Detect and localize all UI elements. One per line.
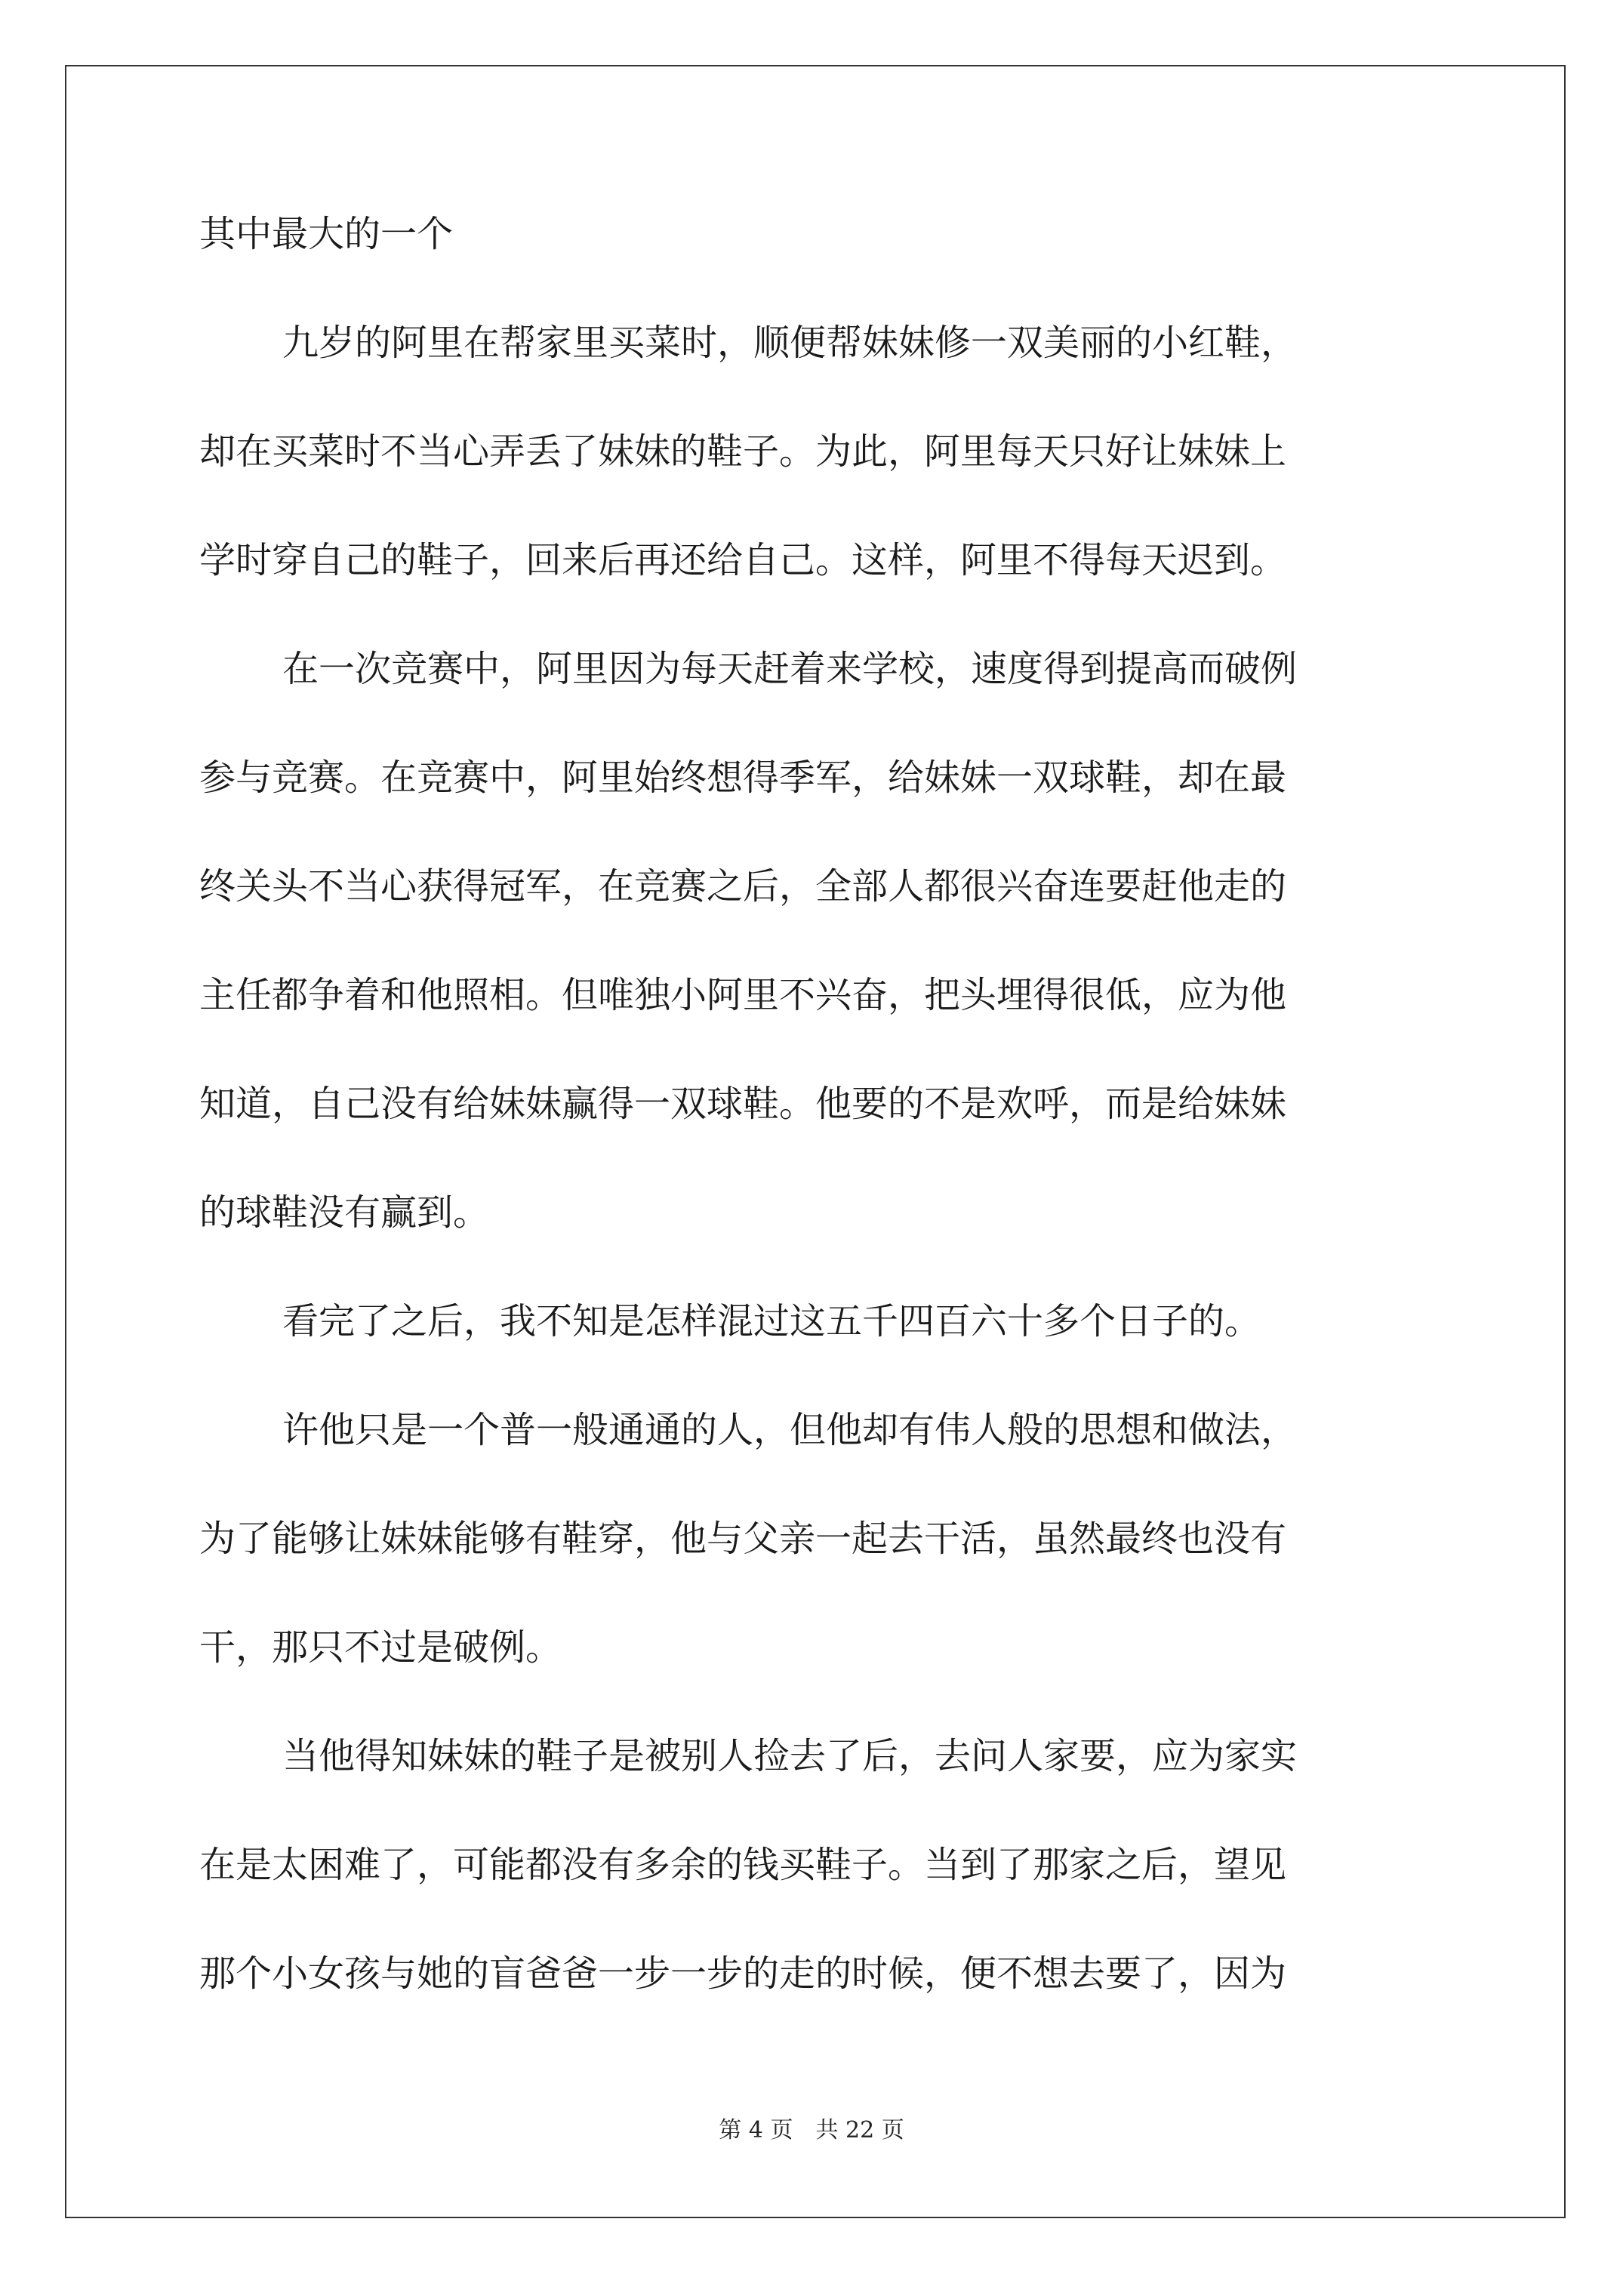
text-line: 看完了之后，我不知是怎样混过这五千四百六十多个日子的。: [282, 1300, 1261, 1342]
text-line: 为了能够让妹妹能够有鞋穿，他与父亲一起去干活，虽然最终也没有: [199, 1518, 1287, 1560]
text-line: 主任都争着和他照相。但唯独小阿里不兴奋，把头埋得很低，应为他: [199, 974, 1287, 1016]
text-line: 在一次竞赛中，阿里因为每天赶着来学校，速度得到提高而破例: [282, 648, 1298, 690]
text-line: 参与竞赛。在竞赛中，阿里始终想得季军，给妹妹一双球鞋，却在最: [199, 757, 1287, 799]
text-line: 学时穿自己的鞋子，回来后再还给自己。这样，阿里不得每天迟到。: [199, 539, 1287, 581]
text-line: 许他只是一个普一般通通的人，但他却有伟人般的思想和做法，: [282, 1409, 1298, 1451]
text-line: 干，那只不过是破例。: [199, 1626, 562, 1669]
text-line: 九岁的阿里在帮家里买菜时，顺便帮妹妹修一双美丽的小红鞋，: [282, 322, 1298, 364]
page-number: 第 4 页 共 22 页: [719, 2117, 904, 2143]
text-line: 那个小女孩与她的盲爸爸一步一步的走的时候，便不想去要了，因为: [199, 1952, 1287, 1995]
text-line: 终关头不当心获得冠军，在竞赛之后，全部人都很兴奋连要赶他走的: [199, 865, 1287, 908]
text-line: 在是太困难了，可能都没有多余的钱买鞋子。当到了那家之后，望见: [199, 1844, 1287, 1886]
page-border: [65, 65, 1566, 2218]
text-line: 知道，自己没有给妹妹赢得一双球鞋。他要的不是欢呼，而是给妹妹: [199, 1083, 1287, 1125]
text-line: 却在买菜时不当心弄丢了妹妹的鞋子。为此，阿里每天只好让妹妹上: [199, 430, 1287, 473]
text-line: 其中最大的一个: [199, 213, 454, 255]
text-line: 当他得知妹妹的鞋子是被别人捡去了后，去问人家要，应为家实: [282, 1735, 1298, 1777]
text-line: 的球鞋没有赢到。: [199, 1191, 490, 1234]
